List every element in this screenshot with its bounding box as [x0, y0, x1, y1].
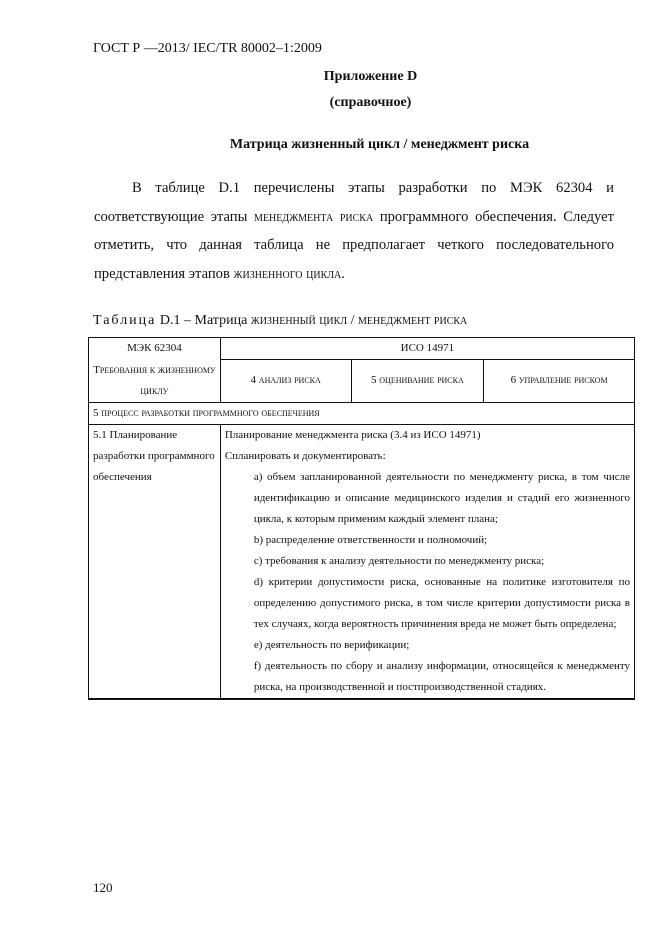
col-iec-sub: Требования к жизненному циклу: [89, 360, 221, 403]
row-right-cell: [220, 424, 634, 699]
col-iec-header: МЭК 62304: [89, 338, 221, 360]
intro-term-1: менеджмента риска: [254, 208, 374, 225]
caption-text: D.1 – Матрица: [156, 313, 251, 328]
plan-item-a: а) объем запланированной деятельности по менеджменту риска, в том числе идентификацию и описание медицинского изделия и стадий его жизненного цикла, к которым применим каждый элемент плана;: [253, 470, 630, 525]
intro-paragraph: [94, 174, 614, 288]
table-caption: [93, 313, 467, 329]
plan-item-e: e) деятельность по верификации;: [253, 638, 410, 651]
intro-term-2: жизненного цикла: [233, 265, 342, 282]
row-left-cell: 5.1 Планирование разработки программного обеспечения: [89, 424, 221, 699]
appendix-subtitle: (справочное): [329, 95, 412, 110]
caption-term: жизненный цикл / менеджмент риска: [250, 313, 468, 328]
col-risk-evaluation: 5 оценивание риска: [351, 360, 484, 403]
table-header-row: [89, 338, 635, 360]
page-number: 120: [93, 880, 113, 895]
section-title: Матрица жизненный цикл / менеджмент риска: [229, 137, 530, 152]
col-risk-analysis: 4 анализ риска: [220, 360, 351, 403]
process-row: [89, 402, 635, 424]
document-header: ГОСТ Р —2013/ IEC/TR 80002–1:2009: [93, 41, 322, 56]
intro-text-3: .: [341, 265, 345, 282]
intro-text-1: В таблице D.1 перечислены этапы разработки по МЭК 62304 и соответствующие этапы: [94, 180, 614, 225]
plan-title: Планирование менеджмента риска (3.4 из ИСО 14971): [224, 428, 481, 441]
table-subheader-row: [89, 360, 635, 403]
risk-matrix-table: [88, 337, 635, 700]
plan-item-c: c) требования к анализу деятельности по менеджменту риска;: [253, 554, 545, 567]
col-iso-header: ИСО 14971: [220, 338, 634, 360]
plan-item-d: d) критерии допустимости риска, основанные на политике изготовителя по определению допустимого риска, в том числе критерии допустимости риска в тех случаях, когда вероятность причинения вреда не может быть определена;: [253, 575, 630, 630]
table-row: [89, 424, 635, 699]
plan-item-f: f) деятельность по сбору и анализу информации, относящейся к менеджменту риска, на производственной и постпроизводственной стадиях.: [253, 659, 630, 693]
process-row-label: 5 процесс разработки программного обеспечения: [89, 402, 635, 424]
plan-intro: Спланировать и документировать:: [224, 449, 386, 462]
col-risk-control: 6 управление риском: [484, 360, 635, 403]
caption-label: Таблица: [93, 313, 157, 328]
plan-item-b: b) распределение ответственности и полномочий;: [253, 533, 488, 546]
appendix-title: Приложение D: [323, 69, 418, 84]
intro-text-2: программного обеспечения. Следует отметить, что данная таблица не предполагает четкого последовательного представления этапов: [94, 208, 614, 282]
